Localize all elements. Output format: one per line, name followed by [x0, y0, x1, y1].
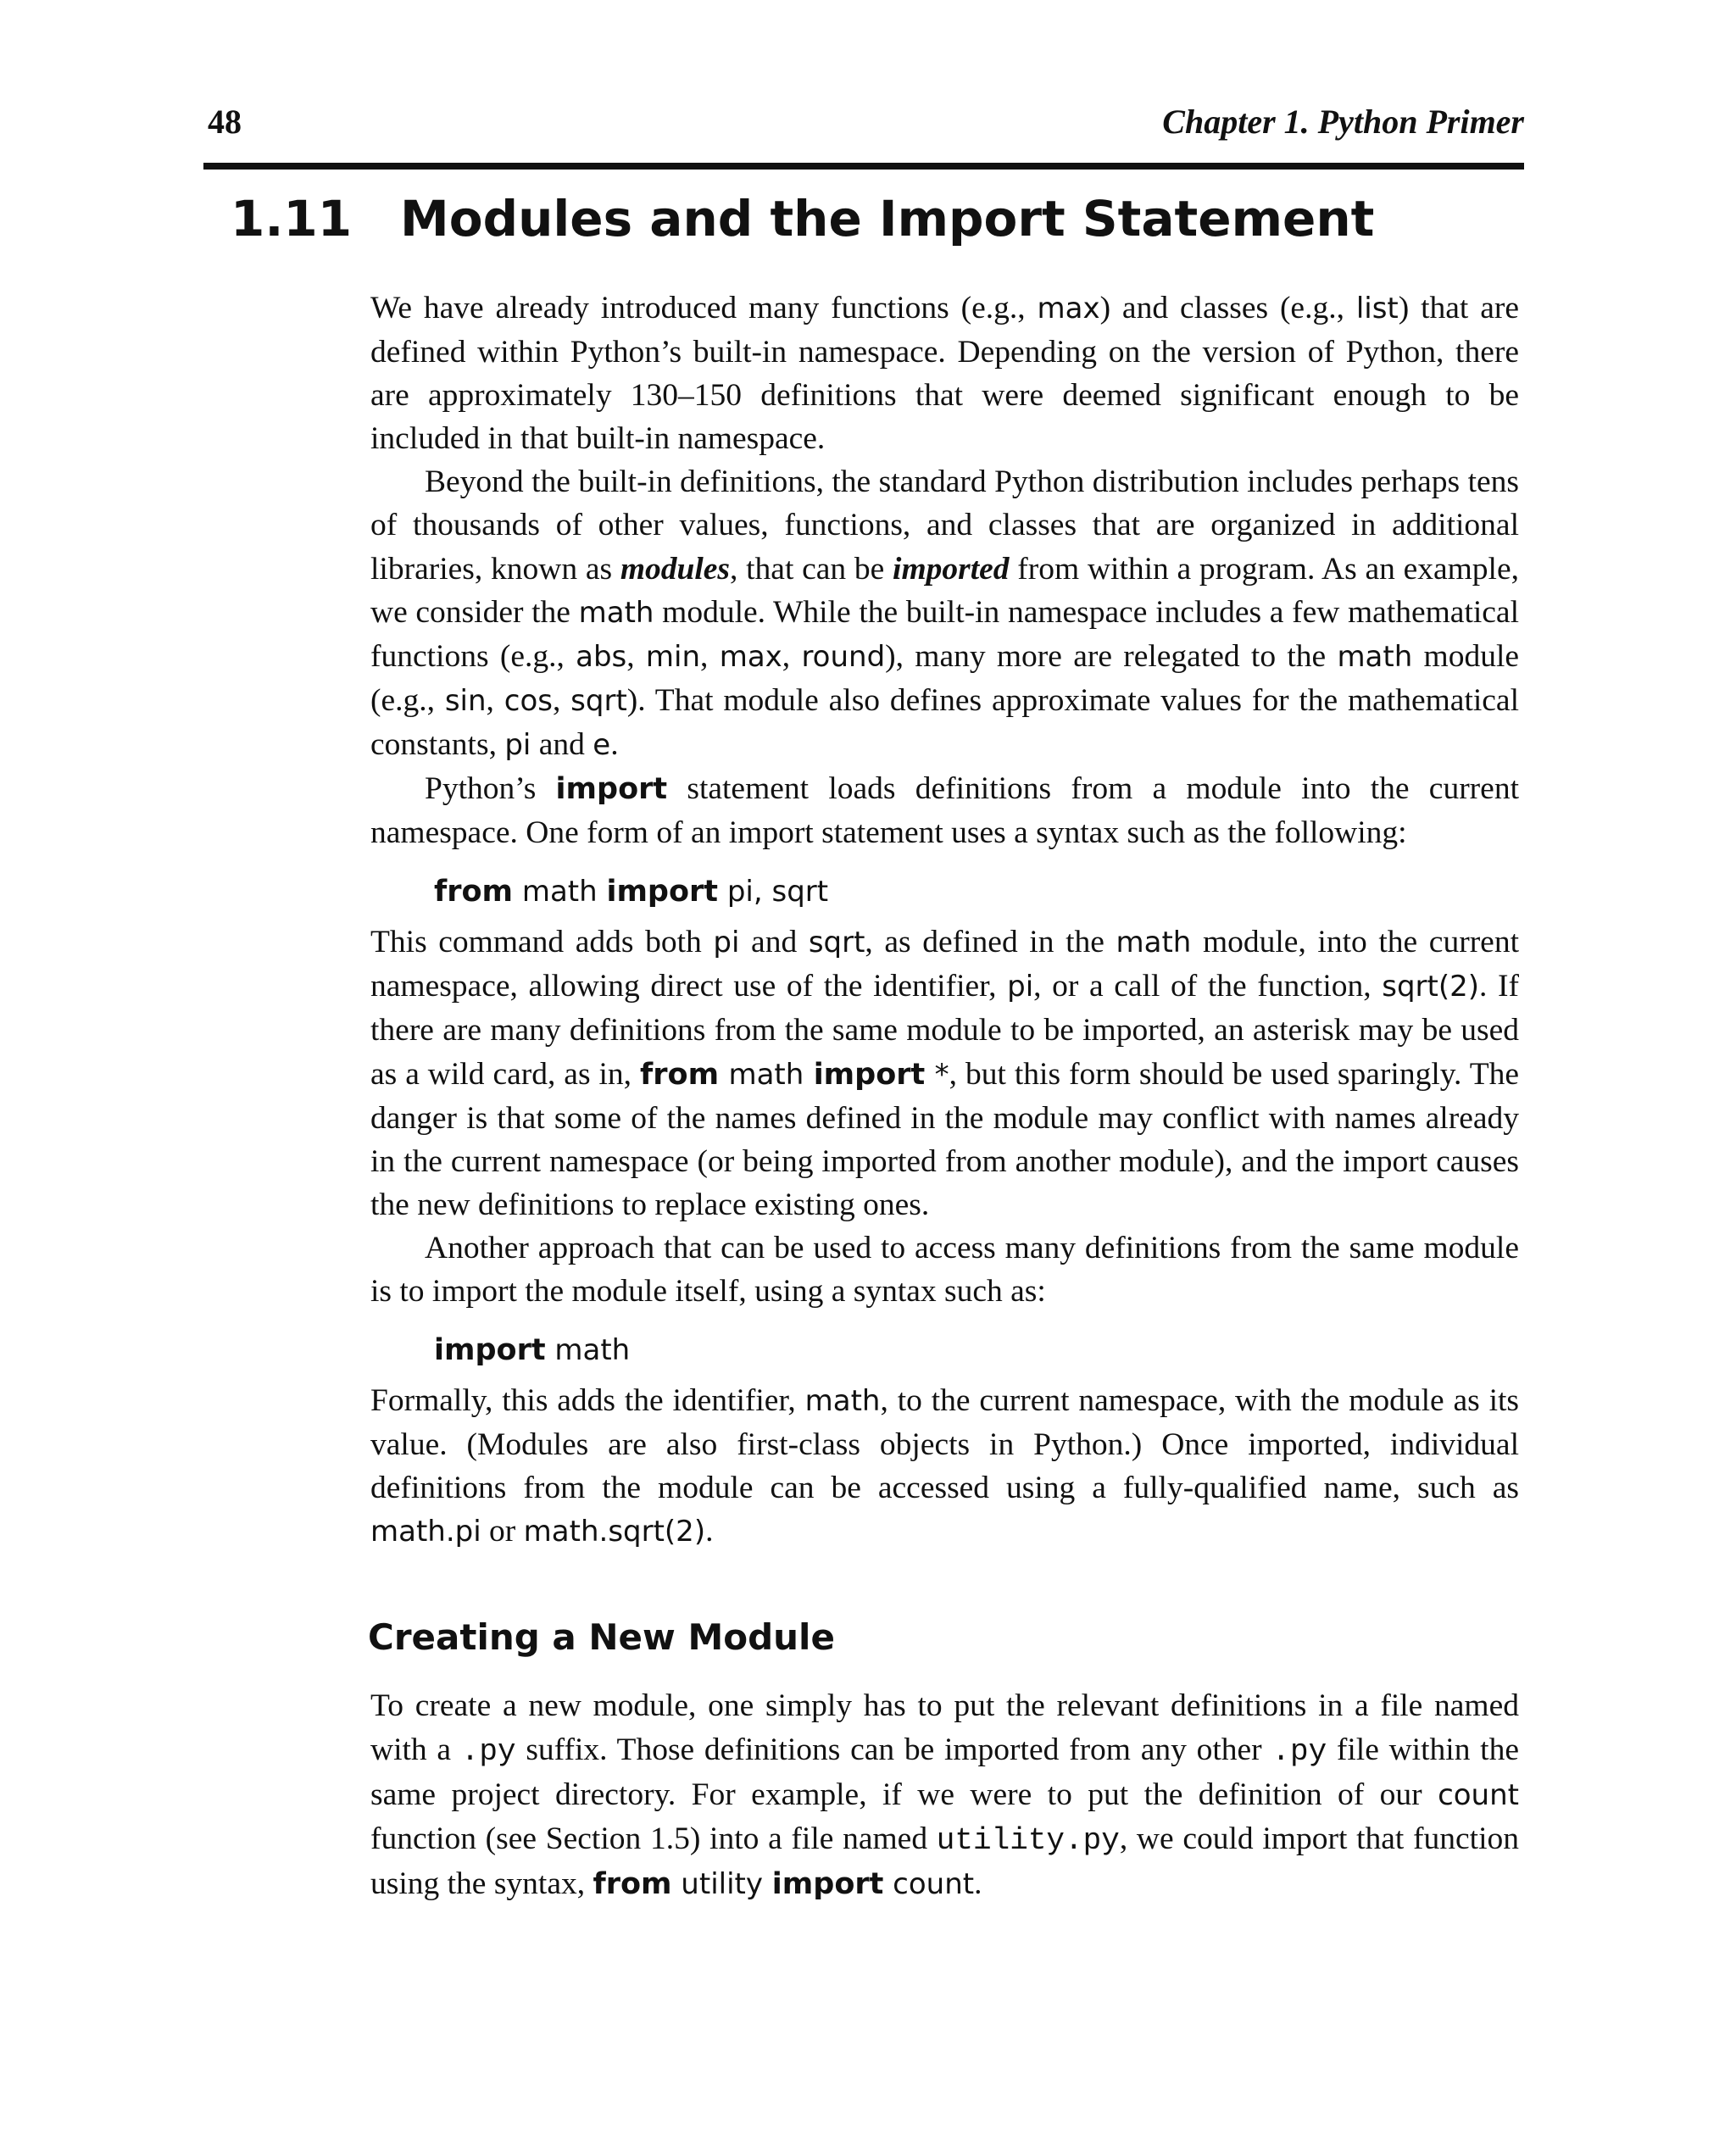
text: , [552, 682, 571, 718]
code-keyword: from [434, 875, 514, 909]
text: ) that are defined within Python’s built-in namespace. Depending on the version of Python, there are approximately 130–150 definitions that were deemed significant enough to be included in that built-in namespace. [370, 291, 1519, 457]
code-identifier: count [883, 1866, 975, 1901]
code-identifier: sqrt(2) [1382, 970, 1480, 1004]
defined-term: imported [893, 551, 1010, 587]
code-keyword: import [434, 1333, 546, 1368]
text: , [486, 682, 504, 718]
section-heading [231, 185, 1519, 253]
paragraph-6 [370, 1379, 1519, 1554]
paragraph-4 [370, 920, 1519, 1226]
code-example-import [434, 1332, 1519, 1369]
text: ), many more are relegated to the [885, 638, 1338, 674]
code-identifier: min [645, 639, 701, 674]
subsection-heading: Creating a New Module [368, 1616, 835, 1659]
paragraph-5 [370, 1226, 1519, 1313]
text: To create a new module, one simply has to put the relevant definitions in a file named with a [370, 1688, 1519, 1767]
code-identifier: math.pi [370, 1515, 481, 1549]
text: module, into the current namespace, allowing direct use of the identifier, [370, 925, 1519, 1004]
code-identifier: list [1355, 292, 1399, 325]
text: and [739, 925, 809, 960]
text: and [531, 726, 593, 762]
text: file within the same project directory. For example, if we were to put the definition of our [370, 1732, 1519, 1812]
text: , that can be [730, 551, 893, 587]
text: We have already introduced many functions (e.g., [370, 291, 1038, 325]
text: module. While the built-in namespace includes a few mathematical functions (e.g., [370, 594, 1519, 674]
text: Formally, this adds the identifier, [370, 1383, 805, 1419]
text: , but this form should be used sparingly. The danger is that some of the names defined in the module may conflict with names already in the current namespace (or being imported from another module), and the import causes the new definitions to replace existing ones. [370, 1056, 1520, 1222]
paragraph-1 [370, 286, 1519, 460]
text: , to the current namespace, with the module as its value. (Modules are also first-class objects in Python.) Once imported, individual definitions from the module can be accessed using a fully-qualified name, such as [370, 1383, 1519, 1506]
code-keyword: from [640, 1057, 720, 1092]
text: . If there are many definitions from the same module to be imported, an asterisk may be used as a wild card, as in, [370, 969, 1519, 1092]
code-keyword: import [813, 1057, 926, 1092]
text: function (see Section 1.5) into a file named [370, 1821, 937, 1856]
code-identifier: pi, sqrt [718, 875, 829, 909]
filename-literal: .py [1271, 1733, 1327, 1769]
text: from within a program. As an example, we consider the [370, 551, 1519, 630]
text: ) and classes (e.g., [1099, 291, 1356, 325]
code-identifier: pi [713, 926, 740, 960]
paragraph-2 [370, 460, 1519, 767]
page-number: 48 [208, 103, 242, 141]
body-text [370, 286, 1519, 1906]
text: statement loads definitions from a module into the current namespace. One form of an import statement uses a syntax such as the following: [370, 771, 1519, 851]
code-identifier: sqrt [808, 926, 865, 960]
filename-literal: utility.py [936, 1822, 1120, 1858]
text: , [700, 638, 720, 674]
paragraph-3 [370, 767, 1519, 854]
paragraph-7 [370, 1684, 1519, 1905]
section-title: Modules and the Import Statement [400, 190, 1375, 247]
code-identifier: math [719, 1057, 814, 1092]
text: Another approach that can be used to access many definitions from the same module is to import the module itself, using a syntax such as: [370, 1230, 1519, 1309]
code-identifier: math.sqrt(2) [523, 1515, 706, 1549]
code-identifier: math [804, 1384, 881, 1419]
filename-literal: .py [460, 1733, 516, 1769]
text: This command adds both [370, 925, 714, 960]
running-head: Chapter 1. Python Primer [1162, 103, 1524, 141]
code-example-from-import [434, 873, 1519, 910]
text: . [705, 1514, 714, 1549]
text: , we could import that function using the syntax, [370, 1821, 1520, 1901]
text: suffix. Those definitions can be imported from any other [515, 1732, 1272, 1767]
code-identifier: max [1037, 292, 1100, 325]
code-keyword: import [606, 875, 719, 909]
text: , [626, 638, 646, 674]
header-rule [203, 163, 1524, 170]
code-keyword: import [771, 1866, 884, 1901]
text: Beyond the built-in definitions, the standard Python distribution includes perhaps tens of thousands of other values, functions, and classes that are organized in additional libraries, known as [370, 464, 1519, 587]
code-identifier: sqrt [570, 683, 627, 718]
text: ). That module also defines approximate values for the mathematical constants, [370, 682, 1519, 762]
text: module (e.g., [370, 638, 1520, 718]
code-keyword: import [555, 772, 668, 807]
code-identifier: * [925, 1057, 949, 1092]
code-identifier: pi [1007, 970, 1034, 1004]
code-identifier: e [593, 727, 611, 762]
code-identifier: math [513, 875, 607, 909]
text: Python’s [425, 771, 556, 807]
code-identifier: round [801, 639, 886, 674]
text: . [974, 1866, 982, 1901]
code-identifier: math [1116, 926, 1192, 960]
code-identifier: max [719, 639, 782, 674]
code-identifier: sin [444, 683, 487, 718]
code-identifier: math [545, 1333, 631, 1368]
text: , or a call of the function, [1033, 969, 1383, 1004]
defined-term: modules [620, 551, 730, 587]
code-identifier: abs [576, 639, 627, 674]
code-identifier: utility [671, 1866, 772, 1901]
code-identifier: cos [504, 683, 553, 718]
text: , as defined in the [865, 925, 1116, 960]
code-identifier: math [578, 595, 654, 630]
text: or [481, 1514, 524, 1549]
text: . [610, 726, 619, 762]
text: , [782, 638, 802, 674]
code-identifier: count [1438, 1777, 1519, 1812]
section-number: 1.11 [231, 190, 353, 247]
code-identifier: math [1337, 639, 1413, 674]
code-keyword: from [593, 1866, 672, 1901]
code-identifier: pi [504, 727, 531, 762]
